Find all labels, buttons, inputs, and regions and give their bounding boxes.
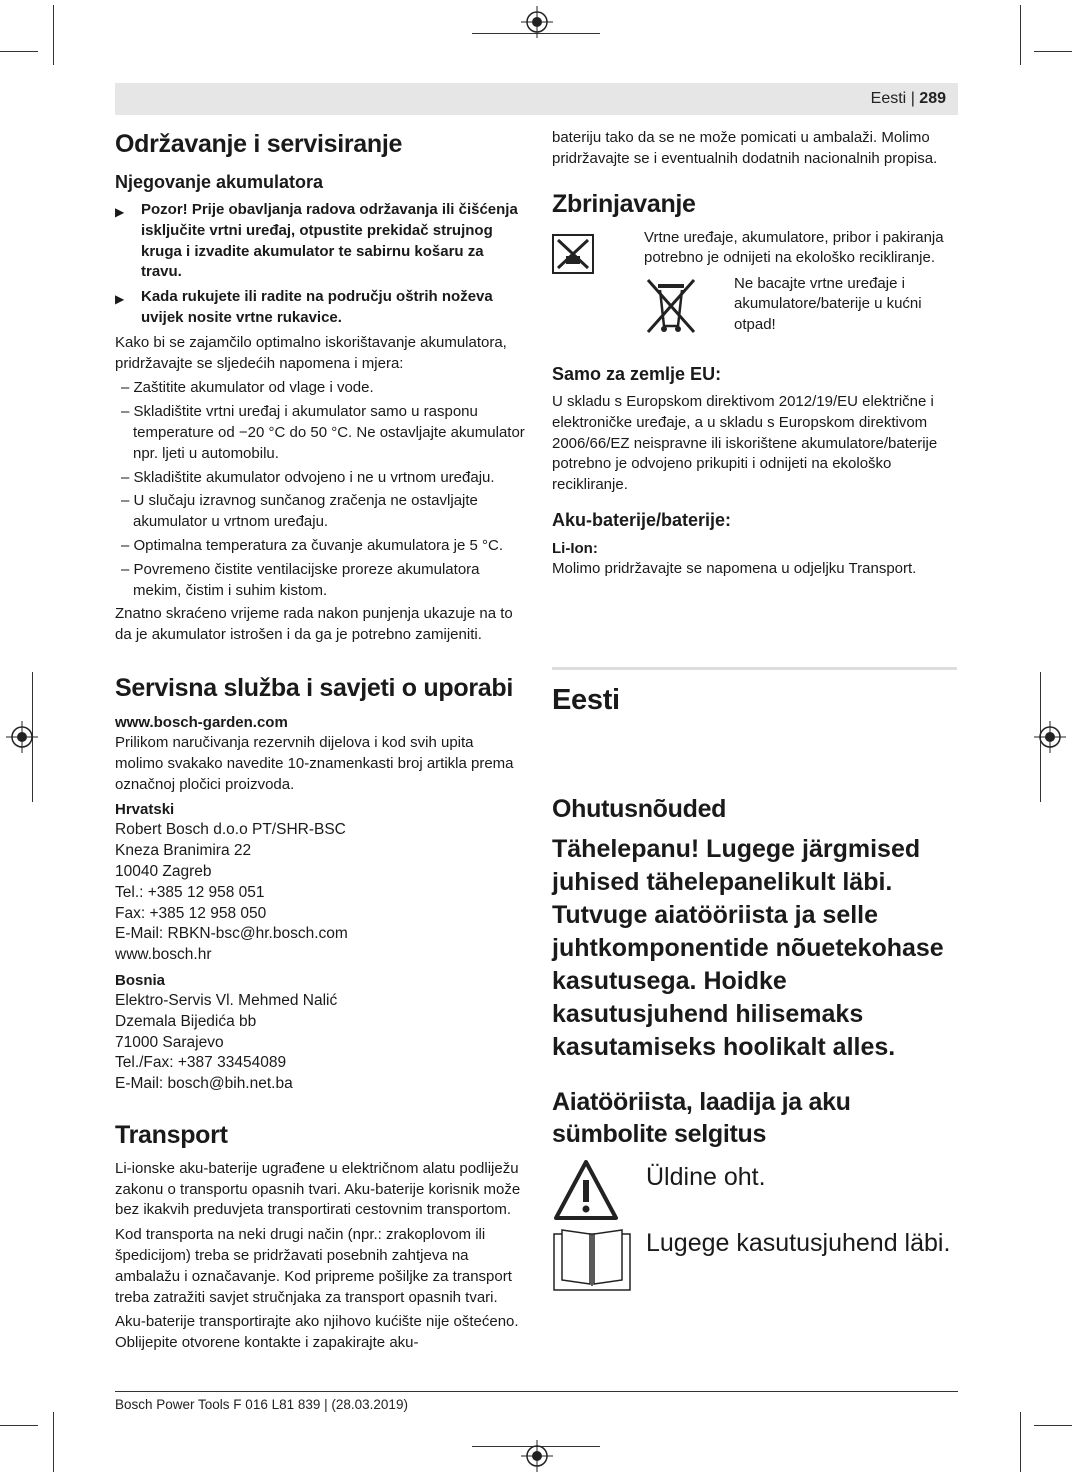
warning-text: Pozor! Prije obavljanja radova održavanja ili čišćenja isključite vrtni uređaj, otpustite prekidač strujnog kruga i izvadite akumulator te sabirnu košaru za travu. [141,201,518,281]
footer-rule [115,1391,958,1392]
list-item: – Optimalna temperatura za čuvanje akumulatora je 5 °C. [121,536,504,554]
crop-mark [53,5,54,65]
maintenance-heading: Održavanje i servisiranje [115,130,403,158]
manual-book-icon [552,1226,632,1292]
eu-text: U skladu s Europskom direktivom 2012/19/EU električne i elektroničke uređaje, a u skladu s Europskom direktivom 2006/66/EZ neispravne ili iskorištene akumulatore/baterije potrebno je odvojeno prikupiti i odnijeti na ekološko recikliranje. [552,392,938,494]
crop-mark [1034,1425,1072,1426]
symbol-label: Lugege kasutusjuhend läbi. [646,1229,951,1257]
website-link[interactable]: www.bosch-garden.com [115,713,288,731]
address-line: Elektro-Servis Vl. Mehmed Nalić [115,991,338,1009]
header-label [871,90,946,108]
crop-mark [0,51,38,52]
disposal-row [552,228,957,274]
address-line: Kneza Branimira 22 [115,842,252,860]
disposal-heading: Zbrinjavanje [552,189,696,218]
warning-text: Kada rukujete ili radite na području oštrih noževa uvijek nosite vrtne rukavice. [141,288,493,326]
email-link[interactable]: E-Mail: bosch@bih.net.ba [115,1075,293,1093]
transport-heading: Transport [115,1120,228,1149]
header-separator: | [910,90,915,107]
recycling-box-icon [552,234,594,274]
list-item: – Zaštitite akumulator od vlage i vode. [121,379,374,397]
crossed-bin-icon [642,274,700,336]
crop-mark [53,1412,54,1472]
transport-text: Li-ionske aku-baterije ugrađene u električnom alatu podliježu zakonu o transportu opasnih tvari. Aku-baterije korisnik može bez ikakvih preduvjeta transportirati cestovnim transportom. [115,1159,521,1219]
header-section: Eesti [870,90,907,107]
address-line: Tel./Fax: +387 33454089 [115,1054,287,1072]
address-line: Fax: +385 12 958 050 [115,904,267,922]
registration-target-icon [521,6,553,38]
right-column [552,128,957,584]
estonian-section [552,681,957,1292]
bosnia-address [115,991,525,1095]
crop-mark [1020,1412,1021,1472]
registration-target-icon [521,1440,553,1472]
page-header [115,83,958,115]
list-item: – Skladištite akumulator odvojeno i ne u vrtnom uređaju. [121,468,495,486]
registration-target-icon [6,721,38,753]
safety-heading: Ohutusnõuded [552,795,727,823]
triangle-bullet-icon: ▶ [115,205,125,219]
bin-text: Ne bacajte vrtne uređaje i akumulatore/baterije u kućni otpad! [734,274,922,334]
footer-text: Bosch Power Tools F 016 L81 839 | (28.03.2019) [115,1397,408,1412]
symbol-row [552,1226,957,1292]
symbol-label: Üldine oht. [646,1163,766,1191]
list-item: – Skladištite vrtni uređaj i akumulator samo u rasponu temperature od −20 °C do 50 °C. Ne ostavljajte akumulator npr. ljeti u automobilu. [121,403,525,462]
continued-text: bateriju tako da se ne može pomicati u ambalaži. Molimo pridržavajte se i eventualnih dodatnih nacionalnih propisa. [552,129,938,167]
address-line: Dzemala Bijedića bb [115,1012,257,1030]
symbols-heading: Aiatööriista, laadija ja aku sümbolite selgitus [552,1088,851,1148]
croatia-heading: Hrvatski [115,801,175,819]
warning-item [115,200,525,283]
web-link[interactable]: www.bosch.hr [115,946,212,964]
liion-text: Molimo pridržavajte se napomena u odjeljku Transport. [552,559,917,577]
service-heading: Servisna služba i savjeti o uporabi [115,673,513,702]
language-heading: Eesti [552,684,620,716]
transport-text: Aku-baterije transportirajte ako njihovo kućište nije oštećeno. Oblijepite otvorene kontakte i zapakirajte aku- [115,1313,519,1352]
list-item: – Povremeno čistite ventilacijske proreze akumulatora mekim, čistim i suhim kistom. [121,560,480,599]
intro-text: Kako bi se zajamčilo optimalno iskorištavanje akumulatora, pridržavajte se sljedećih napomena i mjera: [115,333,507,372]
battery-care-heading: Njegovanje akumulatora [115,172,324,192]
liion-heading: Li-Ion: [552,539,598,557]
address-line: Robert Bosch d.o.o PT/SHR-BSC [115,821,346,839]
outro-text: Znatno skraćeno vrijeme rada nakon punjenja ukazuje na to da je akumulator istrošen i da ga je potrebno zamijeniti. [115,605,513,644]
crop-mark [0,1425,38,1426]
page-number: 289 [919,90,946,107]
address-line: 71000 Sarajevo [115,1033,224,1051]
symbol-row [552,1158,957,1222]
service-text: Prilikom naručivanja rezervnih dijelova i kod svih upita molimo svakako navedite 10-znamenkasti broj artikla prema označnoj pločici proizvoda. [115,733,514,793]
warning-item [115,287,525,329]
email-link[interactable]: E-Mail: RBKN-bsc@hr.bosch.com [115,925,348,943]
registration-target-icon [1034,721,1066,753]
section-divider [552,667,957,670]
crop-mark [1020,5,1021,65]
safety-warning: Tähelepanu! Lugege järgmised juhised tähelepanelikult läbi. Tutvuge aiatööriista ja selle juhtkomponentide nõuetekohase kasutusega. Hoidke kasutusjuhend hilisemaks kasutamiseks hoolikalt alles. [552,835,944,1061]
address-line: Tel.: +385 12 958 051 [115,883,265,901]
bosnia-heading: Bosnia [115,971,166,989]
battery-heading: Aku-baterije/baterije: [552,509,732,530]
triangle-bullet-icon: ▶ [115,292,125,307]
transport-text: Kod transporta na neki drugi način (npr.: zrakoplovom ili špedicijom) treba se pridržavati posebnih zahtjeva na ambalažu i označavanje. Kod pripreme pošiljke za transport treba zatražiti savjet stručnjaka za transport opasnih tvari. [115,1226,512,1306]
disposal-text: Vrtne uređaje, akumulatore, pribor i pakiranja potrebno je odnijeti na ekološko recikliranje. [644,228,944,267]
warning-triangle-icon [552,1158,620,1222]
bin-row [642,274,957,340]
crop-mark [1034,51,1072,52]
croatia-address [115,820,525,966]
list-item: – U slučaju izravnog sunčanog zračenja ne ostavljajte akumulator u vrtnom uređaju. [121,492,478,531]
eu-heading: Samo za zemlje EU: [552,363,722,384]
address-line: 10040 Zagreb [115,862,212,880]
left-column [115,128,525,1358]
